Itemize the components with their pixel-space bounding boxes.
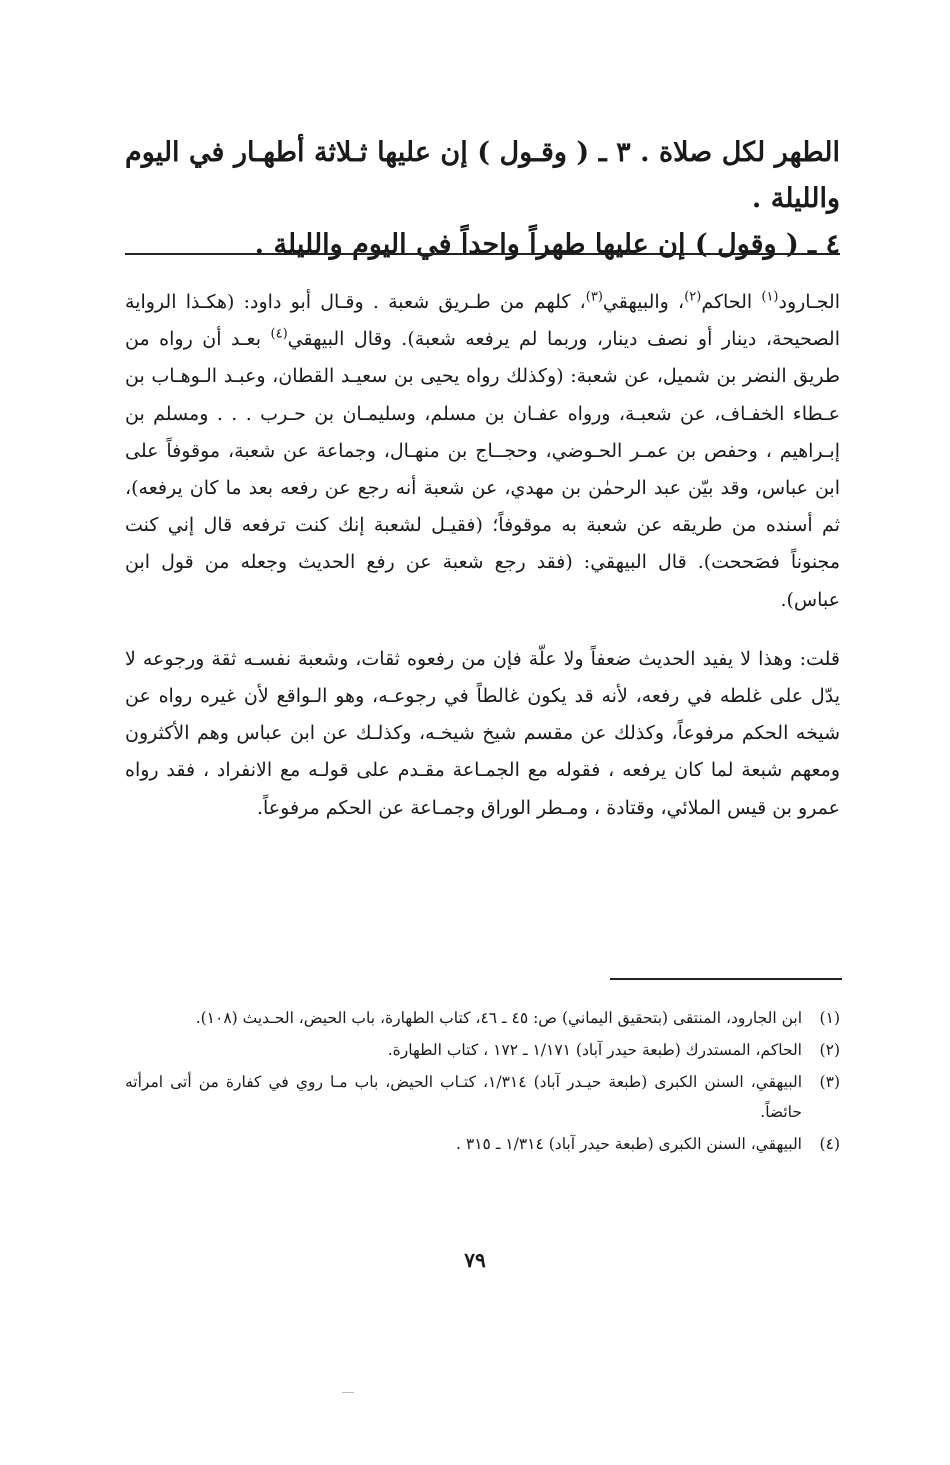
intro-text	[125, 130, 840, 268]
footnote-text: ابن الجارود، المنتقى (بتحقيق اليماني) ص: ٤٥ ـ ٤٦، كتاب الطهارة، باب الحيض، الحـديث (١٠٨).	[195, 1009, 802, 1027]
footnote-2	[125, 1035, 840, 1065]
footnote-text: الحاكم، المستدرك (طبعة حيدر آباد) ١/١٧١ ـ ١٧٢ ، كتاب الطهارة.	[387, 1041, 802, 1059]
footnote-4	[125, 1129, 840, 1159]
footnote-number: (٢)	[819, 1041, 840, 1059]
p1-segment-1: الجـارود	[778, 291, 840, 313]
footnotes	[125, 1003, 840, 1159]
p1-segment-2: الحاكم	[701, 291, 762, 313]
footnote-ref-1: (١)	[761, 289, 779, 305]
footnote-1	[125, 1003, 840, 1033]
footnote-number: (١)	[819, 1009, 840, 1027]
footnote-ref-2: (٢)	[684, 289, 702, 305]
footnote-ref-4: (٤)	[270, 326, 288, 342]
footnote-text: البيهقي، السنن الكبرى (طبعة حيـدر آباد) ١/٣١٤، كتـاب الحيض، باب مـا روي في كفارة من أتى امرأته حائضاً.	[125, 1073, 802, 1121]
paragraph-2: قلت: وهذا لا يفيد الحديث ضعفاً ولا علّة فإن من رفعوه ثقات، وشعبة نفسـه ثقة ورجوعه لا يدّل على غلطه في رفعه، لأنه قد يكون غالطاً في رجوعـه، وهو الـواقع لأن غيره رواه عن شيخه الحكم مرفوعاً، وكذلك عن مقسم شيخ شيخـه، وكذلـك عن ابن عباس وهم الأكثرون ومعهم شبعة لما كان يرفعه ، فقوله مع الجمـاعة مقـدم على قولـه مع الانفراد ، فقد رواه عمرو بن قيس الملائي، وقتادة ، ومـطر الوراق وجمـاعة عن الحكم مرفوعاً.	[125, 647, 840, 819]
page-number: ٧٩	[464, 1248, 486, 1272]
footnote-divider	[610, 978, 842, 980]
intro-line-2: ٤ ـ ( وقول ) إن عليها طهراً واحداً في اليوم والليلة .	[254, 229, 840, 260]
footnote-text: البيهقي، السنن الكبرى (طبعة حيدر آباد) ١/٣١٤ ـ ٣١٥ .	[456, 1135, 802, 1153]
footnote-ref-3: (٣)	[585, 289, 603, 305]
scan-mark	[342, 1392, 354, 1393]
intro-line-1: الطهر لكل صلاة . ٣ ـ ( وقـول ) إن عليها ثـلاثة أطهـار في اليوم والليلة .	[125, 137, 840, 214]
footnote-number: (٤)	[819, 1135, 840, 1153]
p1-segment-5: بعـد أن رواه من طريق النضر بن شميل، عن شعبة: (وكذلك رواه يحيى بن سعيـد القطان، وعبـد الـوهـاب بن عـطاء الخفـاف، عن شعبـة، ورواه عفـان بن مسلم، وسليمـان بن حـرب . . . ومسلم بن إبـراهيم ، وحفص بن عمـر الحـوضي، وحجــاج بن منهـال، وجماعة عن شعبة، موقوفاً على ابن عباس، وقد بيّن عبد الرحمٰن بن مهدي، عن شعبة أنه رجع عن رفعه بعد ما كان يرفعه)، ثم أسنده من طريقه عن شعبة به موقوفاً؛ (فقيـل لشعبة إنك كنت ترفعه قال إني كنت مجنوناً فصَححت). قال البيهقي: (فقد رجع شعبة عن رفع الحديث وجعله من قول ابن عباس).	[125, 328, 840, 611]
p1-segment-3: ، والبيهقي	[602, 291, 685, 313]
paragraph-1	[125, 284, 840, 619]
section-divider	[125, 253, 840, 255]
main-text	[125, 284, 840, 827]
footnote-number: (٣)	[819, 1073, 840, 1091]
footnote-3	[125, 1067, 840, 1127]
p1-segment-4: ، كلهم من طـريق شعبة . وقـال أبو داود: (هكـذا الرواية الصحيحة، دينار أو نصف دينار، وربما لم يرفعه شعبة). وقال البيهقي	[125, 291, 840, 351]
